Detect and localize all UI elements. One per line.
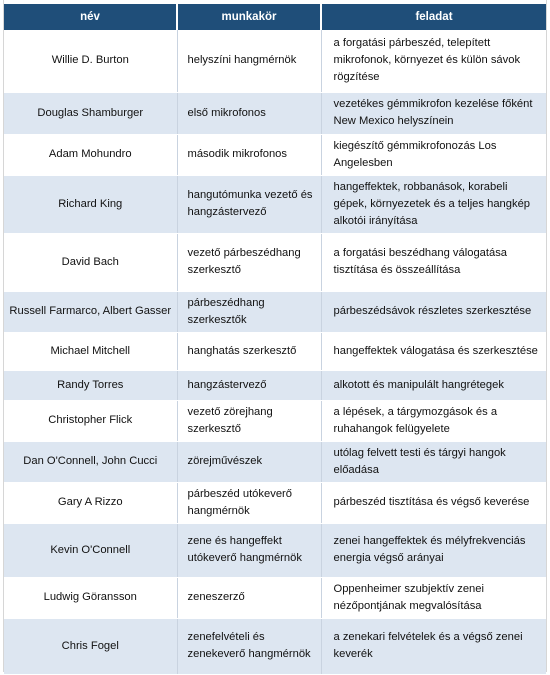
cell-task[interactable]: a forgatási párbeszéd, telepített mikrofonok, környezet és külön sávok rögzítése [321,30,546,92]
cell-role[interactable]: párbeszéd utókeverő hangmérnök [177,482,321,523]
cell-role[interactable]: hangutómunka vezető és hangzástervező [177,175,321,233]
cell-role[interactable]: vezető párbeszédhang szerkesztő [177,233,321,291]
cell-task[interactable]: zenei hangeffektek és mélyfrekvenciás energia végső arányai [321,523,546,577]
table-row [4,370,546,400]
sheet-gridline [546,0,547,672]
cell-role[interactable]: helyszíni hangmérnök [177,30,321,92]
column-header-task[interactable]: feladat [321,4,546,30]
cell-task[interactable]: utólag felvett testi és tárgyi hangok előadása [321,441,546,482]
table-row [4,441,546,482]
cell-task[interactable]: hangeffektek, robbanások, korabeli gépek, környezetek és a teljes hangkép alkotói irányítása [321,175,546,233]
table-row [4,175,546,233]
cell-name[interactable]: Michael Mitchell [4,332,177,370]
cell-role[interactable]: hanghatás szerkesztő [177,332,321,370]
cell-role[interactable]: második mikrofonos [177,134,321,175]
cell-task[interactable]: Oppenheimer szubjektív zenei nézőpontjának megvalósítása [321,577,546,618]
cell-name[interactable]: Christopher Flick [4,400,177,441]
cell-name[interactable]: Randy Torres [4,370,177,400]
cell-task[interactable]: a lépések, a tárgymozgások és a ruhahangok felügyelete [321,400,546,441]
table-row [4,577,546,618]
cell-task[interactable]: a zenekari felvételek és a végső zenei keverék [321,618,546,674]
table-row [4,523,546,577]
cell-task[interactable]: kiegészítő gémmikrofonozás Los Angelesben [321,134,546,175]
table-row [4,30,546,92]
cell-task[interactable]: a forgatási beszédhang válogatása tisztítása és összeállítása [321,233,546,291]
table-row [4,92,546,134]
cell-role[interactable]: párbeszédhang szerkesztők [177,291,321,332]
cell-role[interactable]: zeneszerző [177,577,321,618]
cell-name[interactable]: Richard King [4,175,177,233]
cell-name[interactable]: Douglas Shamburger [4,92,177,134]
table-row [4,332,546,370]
cell-role[interactable]: első mikrofonos [177,92,321,134]
table-row [4,482,546,523]
column-header-name[interactable]: név [4,4,177,30]
table-row [4,618,546,674]
cell-task[interactable]: hangeffektek válogatása és szerkesztése [321,332,546,370]
cell-task[interactable]: párbeszéd tisztítása és végső keverése [321,482,546,523]
table-row [4,291,546,332]
cell-name[interactable]: Kevin O'Connell [4,523,177,577]
cell-name[interactable]: Adam Mohundro [4,134,177,175]
cell-name[interactable]: Ludwig Göransson [4,577,177,618]
cell-role[interactable]: zenefelvételi és zenekeverő hangmérnök [177,618,321,674]
cell-name[interactable]: Dan O'Connell, John Cucci [4,441,177,482]
cell-name[interactable]: David Bach [4,233,177,291]
cell-role[interactable]: vezető zörejhang szerkesztő [177,400,321,441]
table-row [4,233,546,291]
table-row [4,134,546,175]
cell-role[interactable]: hangzástervező [177,370,321,400]
column-header-role[interactable]: munkakör [177,4,321,30]
header-row [4,4,546,30]
cell-name[interactable]: Gary A Rizzo [4,482,177,523]
cell-name[interactable]: Chris Fogel [4,618,177,674]
cell-task[interactable]: párbeszédsávok részletes szerkesztése [321,291,546,332]
table-row [4,400,546,441]
cell-name[interactable]: Willie D. Burton [4,30,177,92]
cell-name[interactable]: Russell Farmarco, Albert Gasser [4,291,177,332]
cell-task[interactable]: vezetékes gémmikrofon kezelése főként New Mexico helyszínein [321,92,546,134]
cell-role[interactable]: zörejművészek [177,441,321,482]
cell-task[interactable]: alkotott és manipulált hangrétegek [321,370,546,400]
cell-role[interactable]: zene és hangeffekt utókeverő hangmérnök [177,523,321,577]
sound-crew-table [4,4,546,675]
